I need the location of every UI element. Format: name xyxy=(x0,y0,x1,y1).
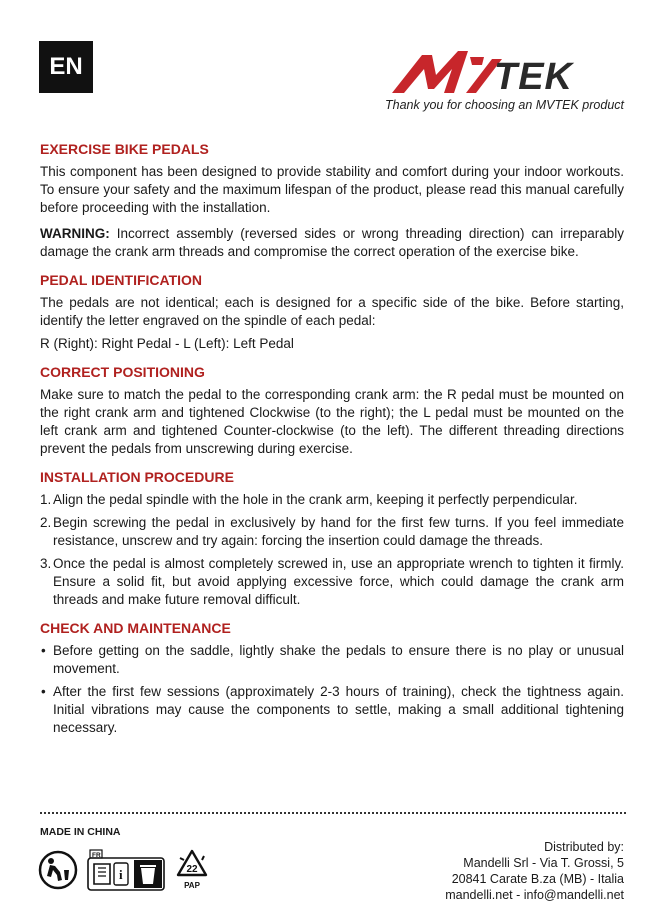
triman-info-icon xyxy=(86,848,166,892)
maintenance-list xyxy=(40,642,624,737)
mvtek-logo xyxy=(388,45,626,95)
recycle-number: 22 xyxy=(186,864,198,875)
distributor-contact: mandelli.net - info@mandelli.net xyxy=(445,888,624,902)
section-title-positioning: CORRECT POSITIONING xyxy=(40,364,205,380)
tidyman-icon xyxy=(38,850,78,890)
warning-text: Incorrect assembly (reversed sides or wrong threading direction) can irreparably damage the crank arm threads and compromise the correct operation of the exercise bike. xyxy=(40,226,624,259)
section-title-identification: PEDAL IDENTIFICATION xyxy=(40,272,203,288)
distributor-block xyxy=(445,839,624,903)
positioning-paragraph: Make sure to match the pedal to the corresponding crank arm: the R pedal must be mounted on the right crank arm and tightened Clockwise (to the right); the L pedal must be mounted on the left crank arm and tightened Counter-clockwise (to the left). The different threading directions prevent the pedals from unscrewing during exercise. xyxy=(40,387,624,456)
made-in-label: MADE IN CHINA xyxy=(40,826,121,838)
distributor-city: 20841 Carate B.za (MB) - Italia xyxy=(451,872,624,886)
svg-text:TEK: TEK xyxy=(494,56,573,95)
installation-step: 1. Align the pedal spindle with the hole in the crank arm, keeping it perfectly perpendicular. xyxy=(40,492,578,507)
pedal-legend: R (Right): Right Pedal - L (Left): Left Pedal xyxy=(40,336,294,351)
svg-text:i: i xyxy=(119,867,123,882)
section-title-installation: INSTALLATION PROCEDURE xyxy=(40,469,234,485)
recycling-icons xyxy=(38,848,210,892)
footer-divider xyxy=(40,812,626,814)
tagline: Thank you for choosing an MVTEK product xyxy=(384,98,624,112)
identification-paragraph: The pedals are not identical; each is designed for a specific side of the bike. Before starting, identify the letter engraved on the spindle of each pedal: xyxy=(40,295,624,328)
manual-content xyxy=(40,140,624,737)
distributor-label: Distributed by: xyxy=(544,840,624,854)
warning-label: WARNING: xyxy=(40,226,110,241)
fr-label: FR xyxy=(92,852,101,859)
intro-paragraph: This component has been designed to provide stability and comfort during your indoor workouts. To ensure your safety and the maximum lifespan of the product, please read this manual carefully before proceeding with the installation. xyxy=(40,164,624,215)
section-title-maintenance: CHECK AND MAINTENANCE xyxy=(40,620,231,636)
section-title-intro: EXERCISE BIKE PEDALS xyxy=(40,141,209,157)
language-badge: EN xyxy=(39,41,93,93)
installation-steps xyxy=(40,491,624,609)
list-item: • After the first few sessions (approximately 2-3 hours of training), check the tightness again. Initial vibrations may cause the components to settle, making a small additional tightening necessary. xyxy=(41,684,624,735)
distributor-company: Mandelli Srl - Via T. Grossi, 5 xyxy=(463,856,624,870)
recycle-pap-icon xyxy=(174,848,210,892)
installation-step: 3. Once the pedal is almost completely screwed in, use an appropriate wrench to tighten it firmly. Ensure a solid fit, but avoid applying excessive force, which could damage the crank arm threads and make future removal difficult. xyxy=(40,556,624,607)
list-item: • Before getting on the saddle, lightly shake the pedals to ensure there is no play or unusual movement. xyxy=(41,643,624,676)
recycle-code: PAP xyxy=(184,881,200,890)
installation-step: 2. Begin screwing the pedal in exclusively by hand for the first few turns. If you feel immediate resistance, unscrew and try again: forcing the insertion could damage the threads. xyxy=(40,515,624,548)
warning-paragraph xyxy=(40,225,624,261)
